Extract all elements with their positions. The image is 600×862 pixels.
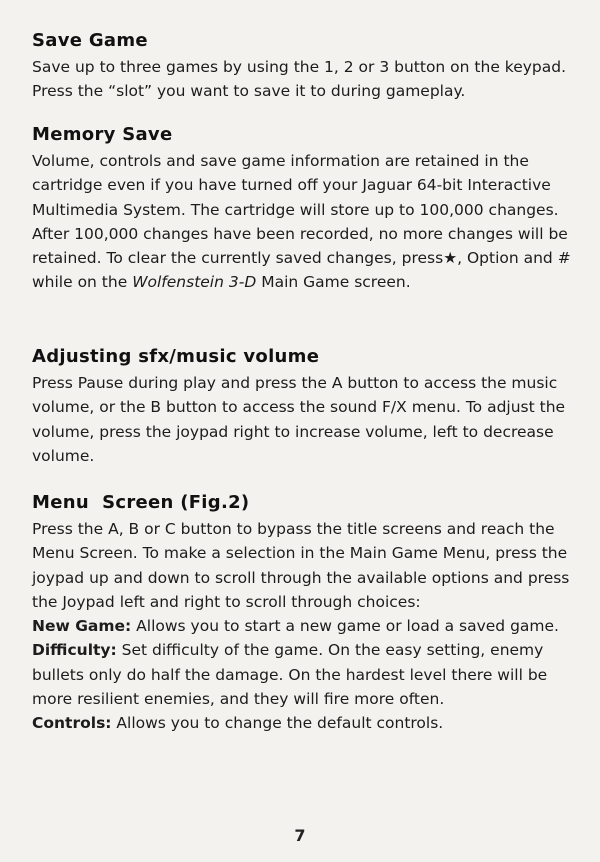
memory-save-section xyxy=(32,124,572,295)
adjusting-volume-section xyxy=(32,346,572,468)
memory-save-text-b: , Option and # while on the xyxy=(32,249,571,292)
option-desc: Set difficulty of the game. On the easy setting, enemy bullets only do half the damage. On the hardest level there will be more resilient enemies, and they will fire more often. xyxy=(32,641,548,709)
save-game-text: Save up to three games by using the 1, 2 or 3 button on the keypad. Press the “slot” you want to save it to during gameplay. xyxy=(32,58,567,101)
menu-screen-text: Press the A, B or C button to bypass the title screens and reach the Menu Screen. To make a selection in the Main Game Menu, press the joypad up and down to scroll through the available options and press the Joypad left and right to scroll through choices: xyxy=(32,520,570,611)
option-desc: Allows you to start a new game or load a saved game. xyxy=(131,617,559,636)
adjusting-volume-heading: Adjusting sfx/music volume xyxy=(32,346,320,367)
menu-option-difficulty xyxy=(32,638,572,711)
option-term: Controls: xyxy=(32,714,112,733)
memory-save-text xyxy=(32,149,572,295)
memory-save-text-c: Main Game screen. xyxy=(256,273,411,292)
menu-option-controls xyxy=(32,711,572,735)
memory-save-text-a: Volume, controls and save game information are retained in the cartridge even if you have turned off your Jaguar 64-bit Interactive Multimedia System. The cartridge will store up to 100,000 changes. After 100,000 changes have been recorded, no more changes will be retained. To clear the currently saved changes, press xyxy=(32,152,568,268)
menu-screen-heading: Menu Screen (Fig.2) xyxy=(32,492,250,513)
memory-save-heading: Memory Save xyxy=(32,124,173,145)
game-title: Wolfenstein 3-D xyxy=(132,273,257,292)
page-number: 7 xyxy=(294,826,306,845)
option-desc: Allows you to change the default controls. xyxy=(111,714,444,733)
save-game-heading: Save Game xyxy=(32,30,148,51)
option-term: New Game: xyxy=(32,617,132,636)
star-key-icon: ★ xyxy=(443,249,458,268)
menu-option-new-game xyxy=(32,614,572,638)
menu-screen-section xyxy=(32,492,572,736)
adjusting-volume-text: Press Pause during play and press the A button to access the music volume, or the B button to access the sound F/X menu. To adjust the volume, press the joypad right to increase volume, left to decrease volume. xyxy=(32,374,566,465)
option-term: Difficulty: xyxy=(32,641,117,660)
save-game-section xyxy=(32,30,572,104)
